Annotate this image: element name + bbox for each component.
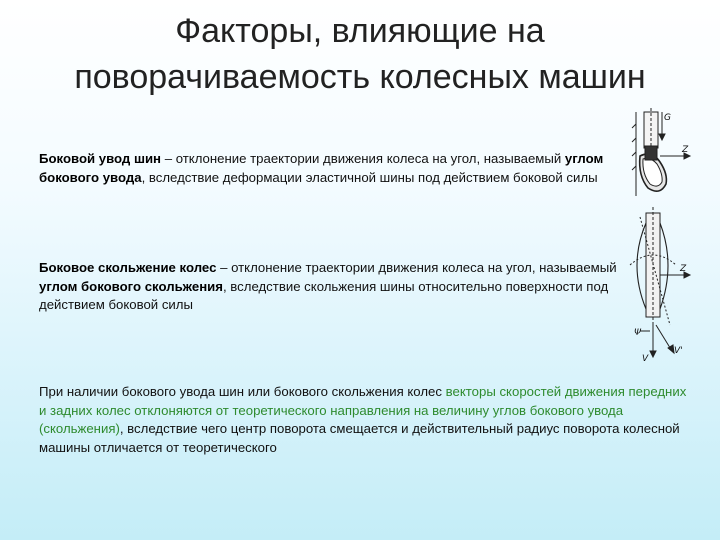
paragraph-tire-slip xyxy=(39,150,619,187)
label-z-2: Z xyxy=(680,264,687,274)
p1-text-1: – отклонение траектории движения колеса на угол, называемый xyxy=(161,151,565,166)
term-tire-slip: Боковой увод шин xyxy=(39,151,162,166)
label-z-1: Z xyxy=(682,145,689,155)
label-v: V xyxy=(642,354,649,364)
p3-highlight: векторы скоростей движения передних и задних колес отклоняются от теоретического направления на величину углов бокового увода (скольжения) xyxy=(39,384,687,436)
paragraph-consequence xyxy=(39,383,689,457)
label-psi: Ψ xyxy=(634,328,642,338)
p2-text-2: , вследствие скольжения шины относительно поверхности под действием боковой силы xyxy=(39,278,609,312)
title-line-1: Факторы, влияющие на xyxy=(175,12,545,50)
label-g: G xyxy=(664,113,671,123)
slide-title xyxy=(0,8,720,100)
tire-deformation-figure xyxy=(622,104,712,210)
p3-text-1: При наличии бокового увода шин или бокового скольжения колес xyxy=(39,384,446,399)
label-v-prime: V' xyxy=(674,346,683,356)
term-slip-angle: углом бокового увода xyxy=(39,151,604,185)
p3-text-2: , вследствие чего центр поворота смещается и действительный радиус поворота колесной машины отличается от теоретического xyxy=(39,421,680,455)
term-skid-angle: углом бокового скольжения xyxy=(39,278,223,294)
p2-text-1: – отклонение траектории движения колеса на угол, называемый xyxy=(216,260,617,275)
term-wheel-skid: Боковое скольжение колес xyxy=(39,260,217,275)
p1-text-2: , вследствие деформации эластичной шины под действием боковой силы xyxy=(141,169,598,185)
title-line-2: поворачиваемость колесных машин xyxy=(74,58,646,96)
paragraph-wheel-skid xyxy=(39,259,619,315)
slip-angle-figure xyxy=(620,205,715,365)
